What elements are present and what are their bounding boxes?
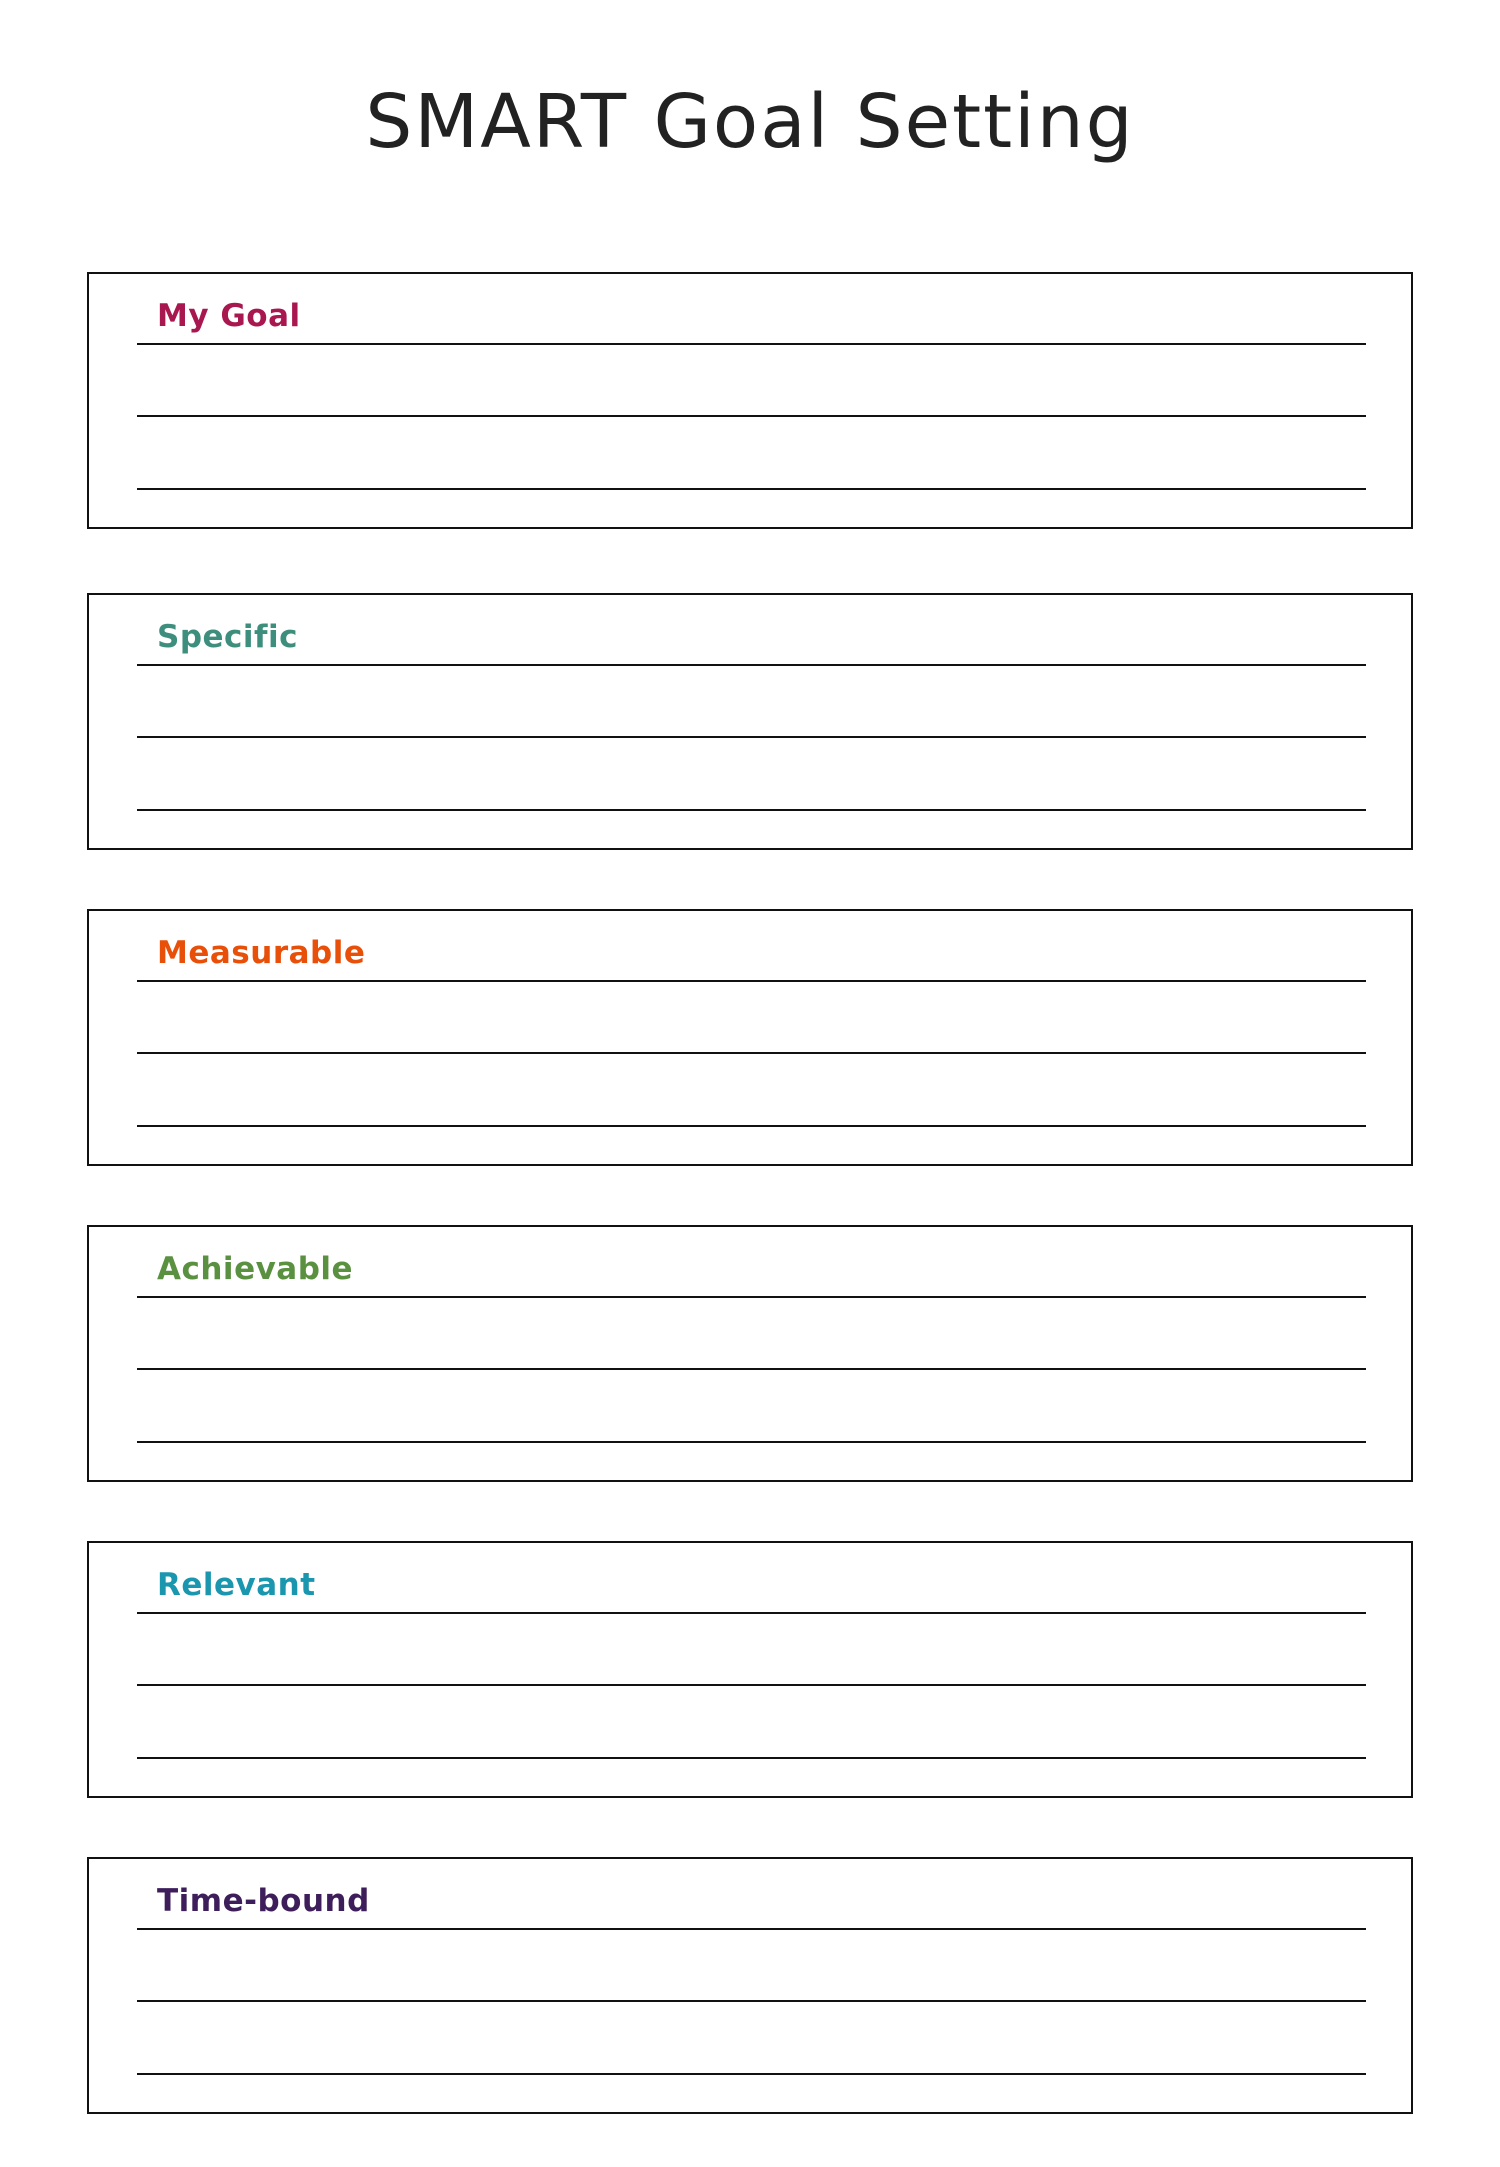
write-line[interactable] [137,415,1366,417]
write-line[interactable] [137,1928,1366,1930]
write-line[interactable] [137,1125,1366,1127]
section-label-relevant: Relevant [157,1567,316,1603]
write-line[interactable] [137,1368,1366,1370]
section-label-time-bound: Time-bound [157,1883,370,1919]
write-line[interactable] [137,1612,1366,1614]
section-label-specific: Specific [157,619,299,655]
section-my-goal [87,272,1413,529]
section-specific [87,593,1413,850]
write-line[interactable] [137,488,1366,490]
section-label-measurable: Measurable [157,935,366,971]
section-label-achievable: Achievable [157,1251,354,1287]
write-line[interactable] [137,343,1366,345]
write-line[interactable] [137,1684,1366,1686]
section-measurable [87,909,1413,1166]
write-line[interactable] [137,1757,1366,1759]
section-time-bound [87,1857,1413,2114]
page-title: SMART Goal Setting [365,79,1135,165]
write-line[interactable] [137,2073,1366,2075]
write-line[interactable] [137,980,1366,982]
write-line[interactable] [137,664,1366,666]
section-achievable [87,1225,1413,1482]
write-line[interactable] [137,736,1366,738]
write-line[interactable] [137,1296,1366,1298]
write-line[interactable] [137,809,1366,811]
write-line[interactable] [137,1052,1366,1054]
write-line[interactable] [137,2000,1366,2002]
write-line[interactable] [137,1441,1366,1443]
section-label-my-goal: My Goal [157,298,301,334]
section-relevant [87,1541,1413,1798]
